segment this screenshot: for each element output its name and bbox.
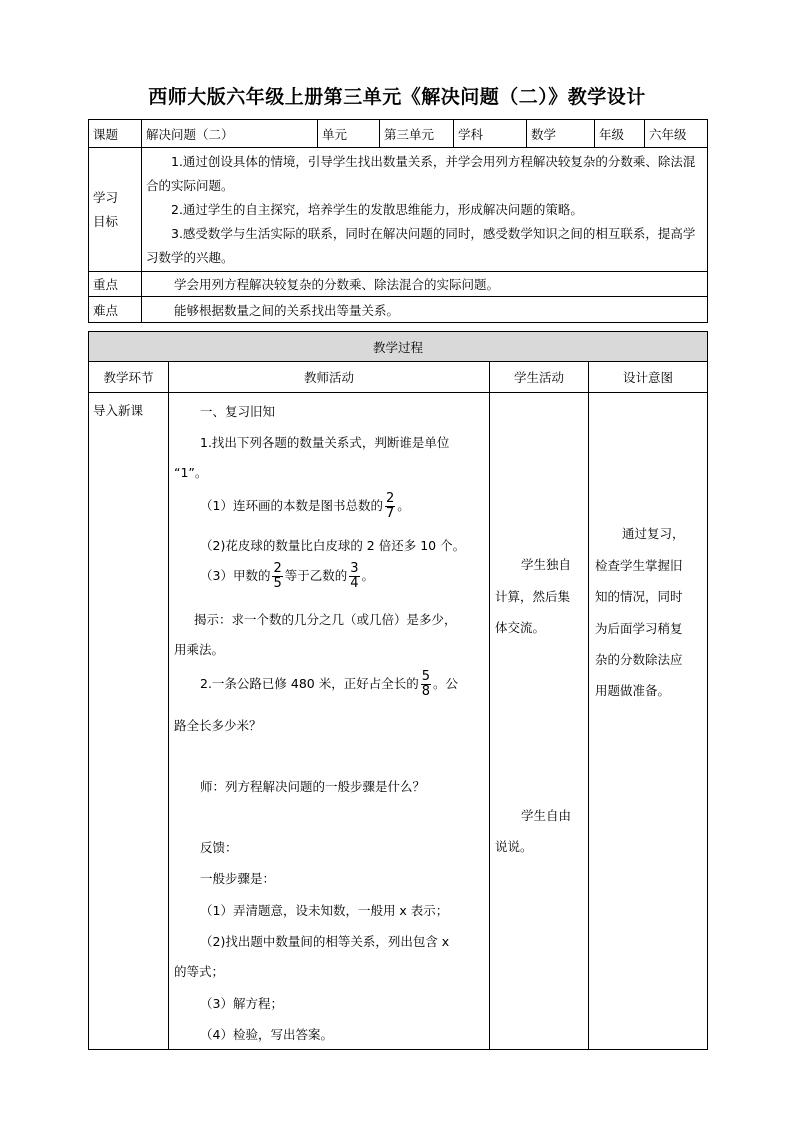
intent-line: 为后面学习稍复: [595, 621, 683, 636]
key-point-text: 学会用列方程解决较复杂的分数乘、除法混合的实际问题。: [142, 272, 708, 297]
grade-value: 六年级: [645, 120, 708, 148]
objectives-row: [89, 148, 708, 272]
fraction: [421, 670, 431, 699]
objective-item: 1.通过创设具体的情境，引导学生找出数量关系，并学会用列方程解决较复杂的分数乘、除法混合的实际问题。: [146, 153, 696, 193]
teacher-text: 等于乙数的: [284, 568, 348, 583]
student-line: 说说。: [495, 839, 533, 854]
teacher-line: 1.找出下列各题的数量关系式，判断谁是单位: [200, 435, 450, 450]
student-line: 学生独自: [521, 557, 572, 572]
teacher-line: （2)花皮球的数量比白皮球的 2 倍还多 10 个。: [200, 538, 466, 553]
subject-label: 学科: [454, 120, 527, 148]
difficulty-text: 能够根据数量之间的关系找出等量关系。: [142, 297, 708, 323]
teacher-line: [174, 562, 374, 591]
fraction-numerator: 2: [273, 561, 282, 576]
teacher-line: 的等式；: [174, 964, 225, 979]
teacher-line: （1）弄清题意，设未知数，一般用 x 表示；: [200, 903, 449, 918]
objective-item: 2.通过学生的自主探究，培养学生的发散思维能力，形成解决问题的策略。: [171, 201, 583, 217]
teacher-line: 师：列方程解决问题的一般步骤是什么？: [200, 779, 426, 794]
intent-line: 通过复习，: [622, 526, 685, 541]
fraction-denominator: 5: [273, 576, 282, 591]
teacher-text: 。: [361, 568, 375, 583]
teacher-line: 路全长多少米？: [174, 718, 262, 733]
stage-cell: [89, 393, 169, 1050]
fraction-numerator: 3: [350, 561, 359, 576]
lesson-label: 课题: [89, 120, 142, 148]
intent-line: 杂的分数除法应: [595, 652, 683, 667]
document-title: 西师大版六年级上册第三单元《解决问题（二）》教学设计: [148, 86, 646, 108]
difficulty-label: 难点: [89, 297, 142, 323]
intent-line: 知的情况，同时: [595, 589, 683, 604]
teacher-line: [174, 670, 458, 699]
fraction-denominator: 7: [385, 506, 395, 521]
column-intent: 设计意图: [589, 362, 708, 393]
process-heading: 教学过程: [89, 332, 708, 362]
teacher-text: （3）甲数的: [200, 568, 271, 583]
fraction-denominator: 4: [350, 576, 359, 591]
process-heading-row: [89, 332, 708, 362]
teacher-line: 一般步骤是：: [200, 871, 276, 886]
header-row: [89, 120, 708, 148]
student-line: 体交流。: [495, 620, 546, 635]
fraction-numerator: 5: [421, 669, 431, 684]
intent-cell: [589, 393, 708, 1050]
teacher-line: 反馈：: [200, 840, 238, 855]
student-cell: [490, 393, 589, 1050]
unit-label: 单元: [318, 120, 380, 148]
process-columns-row: [89, 362, 708, 393]
stage-name: 导入新课: [93, 403, 144, 418]
intent-line: 检查学生掌握旧: [595, 558, 683, 573]
fraction: [385, 492, 395, 521]
teacher-text: 2.一条公路已修 480 米，正好占全长的: [200, 676, 419, 691]
teacher-line: 揭示：求一个数的几分之几（或几倍）是多少，: [194, 612, 457, 627]
objectives-label-text: 学习目标: [93, 189, 119, 229]
teacher-line: 用乘法。: [174, 642, 225, 657]
info-table: [88, 119, 708, 323]
grade-label: 年级: [595, 120, 645, 148]
fraction: [272, 562, 282, 591]
column-stage: 教学环节: [89, 362, 169, 393]
intent-line: 用题做准备。: [595, 683, 671, 698]
subject-value: 数学: [527, 120, 595, 148]
column-student: 学生活动: [490, 362, 589, 393]
key-point-label: 重点: [89, 272, 142, 297]
key-point-row: [89, 272, 708, 297]
lesson-value: 解决问题（二）: [142, 120, 318, 148]
teacher-line: （4）检验，写出答案。: [200, 1027, 333, 1042]
student-line: 计算，然后集: [495, 589, 571, 604]
student-line: 学生自由: [521, 808, 572, 823]
teacher-line: （2)找出题中数量间的相等关系，列出包含 x: [200, 934, 450, 949]
unit-value: 第三单元: [380, 120, 454, 148]
teacher-line: “1”。: [174, 465, 208, 480]
fraction-denominator: 8: [421, 684, 431, 699]
teacher-line: （3）解方程；: [200, 996, 283, 1011]
teacher-text: 。: [397, 498, 410, 513]
objective-item: 3.感受数学与生活实际的联系，同时在解决问题的同时，感受数学知识之间的相互联系，提高学习数学的兴趣。: [146, 225, 696, 265]
teacher-text: 。公: [433, 676, 459, 691]
fraction: [349, 562, 359, 591]
teacher-line: 一、复习旧知: [200, 404, 276, 419]
objectives-content: [142, 148, 708, 272]
difficulty-row: [89, 297, 708, 323]
teacher-line: [174, 492, 410, 521]
objectives-label: [89, 148, 142, 272]
fraction-numerator: 2: [385, 491, 395, 506]
column-teacher: 教师活动: [169, 362, 490, 393]
teacher-text: （1）连环画的本数是图书总数的: [200, 498, 383, 513]
